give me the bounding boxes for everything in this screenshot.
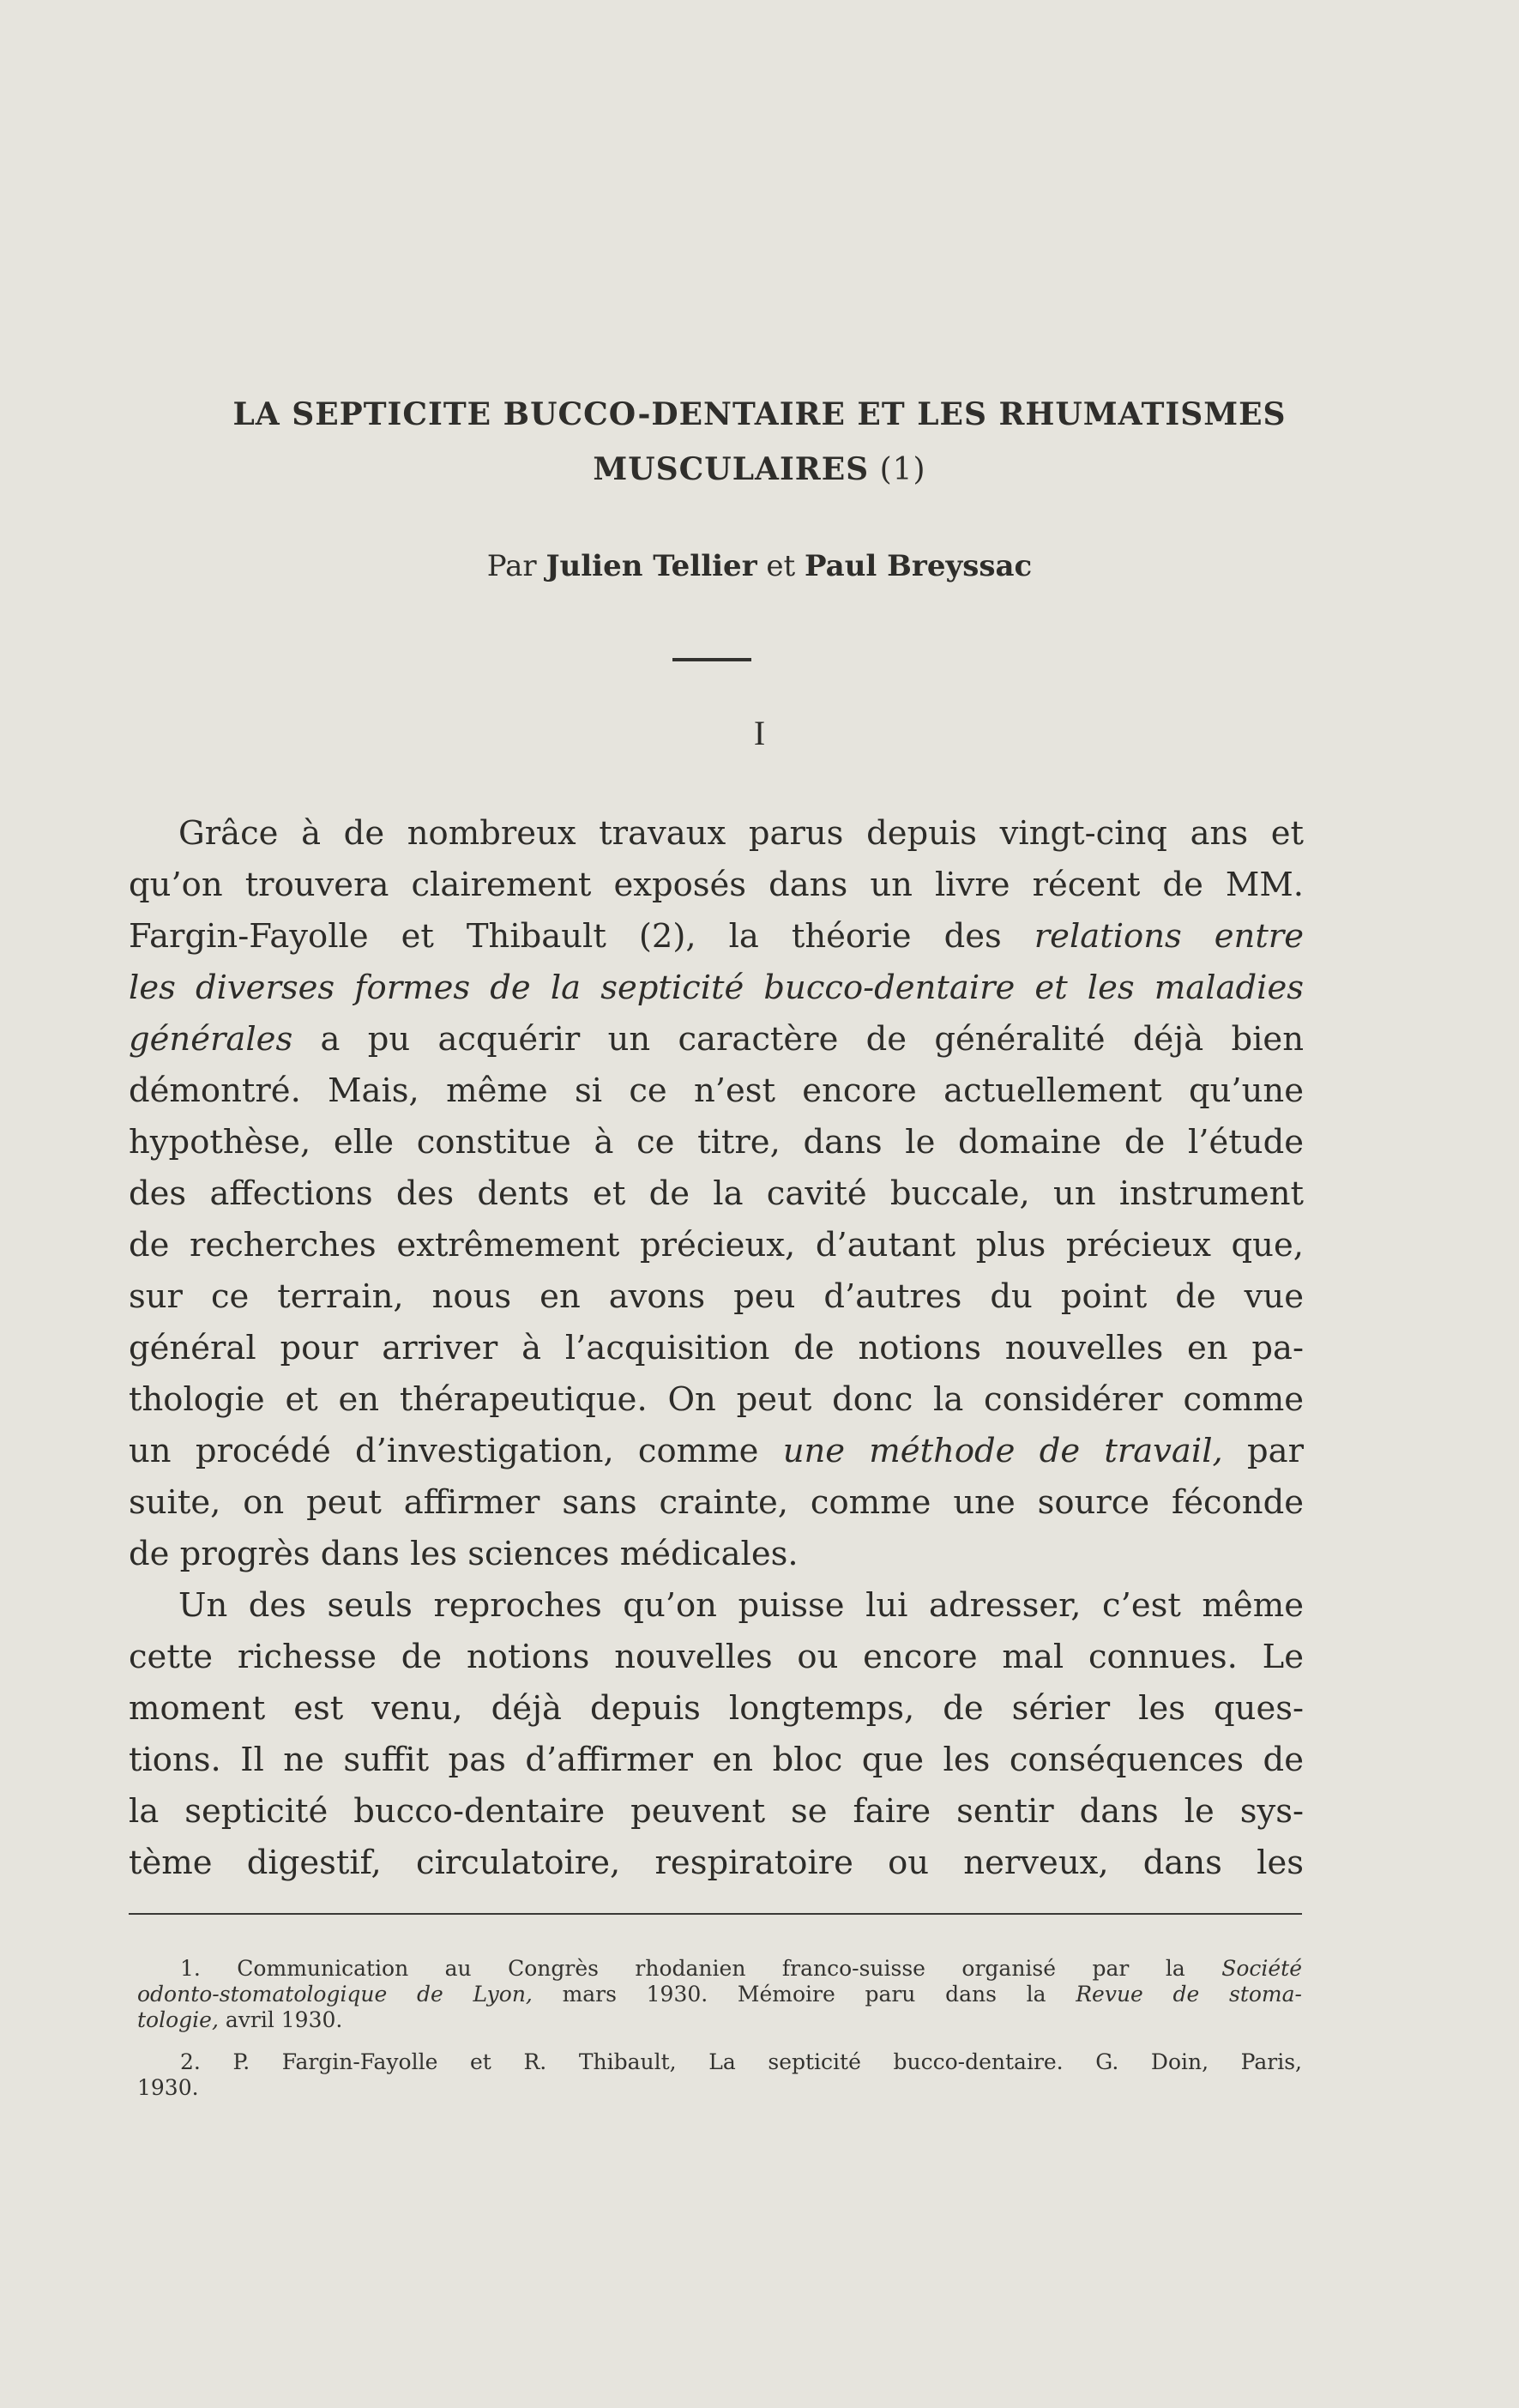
body-line	[129, 1426, 1304, 1477]
body-line	[129, 963, 1304, 1014]
body-line: cette richesse de notions nouvelles ou encore mal connues. Le	[129, 1638, 1304, 1676]
body-line: la septicité bucco-dentaire peuvent se faire sentir dans le sys-	[129, 1792, 1304, 1831]
section-number: I	[753, 714, 766, 752]
body-italic: une méthode de travail,	[782, 1432, 1223, 1470]
article-title-line-1	[0, 396, 1519, 432]
body-line: tème digestif, circulatoire, respiratoire ou nerveux, dans les	[129, 1844, 1304, 1882]
body-italic: relations entre	[1034, 917, 1304, 956]
body-italic: générales	[129, 1020, 293, 1059]
body-line: suite, on peut affirmer sans crainte, comme une source féconde	[129, 1483, 1304, 1522]
footnote-separator-rule	[129, 1913, 1302, 1915]
body-line	[129, 911, 1304, 963]
body-line: qu’on trouvera clairement exposés dans un livre récent de MM.	[129, 866, 1304, 904]
byline-and: et	[756, 549, 805, 583]
body-text: un procédé d’investigation, comme	[129, 1432, 759, 1470]
body-italic: les diverses formes de la septicité bucco-dentaire et les maladies	[129, 969, 1304, 1007]
body-line: de progrès dans les sciences médicales.	[129, 1535, 799, 1573]
body-line: de recherches extrêmement précieux, d’autant plus précieux que,	[129, 1226, 1304, 1264]
body-text: Fargin-Fayolle et Thibault (2), la théorie des	[129, 917, 1002, 956]
byline-prefix: Par	[486, 549, 546, 583]
footnote-text: 1. Communication au Congrès rhodanien franco-suisse organisé par la	[180, 1956, 1185, 1981]
body-line: hypothèse, elle constitue à ce titre, dans le domaine de l’étude	[129, 1123, 1304, 1162]
footnote-line: 2. P. Fargin-Fayolle et R. Thibault, La septicité bucco-dentaire. G. Doin, Paris,	[180, 2049, 1302, 2074]
title-footnote-ref: (1)	[869, 452, 926, 487]
footnote-text: mars 1930. Mémoire paru dans la	[562, 1982, 1046, 2007]
byline	[0, 549, 1519, 583]
footnote-line: 1930.	[137, 2075, 199, 2100]
body-line: général pour arriver à l’acquisition de notions nouvelles en pa-	[129, 1329, 1304, 1367]
footnote-line	[180, 1956, 1302, 1982]
author-1: Julien Tellier	[546, 549, 757, 583]
body-text: a pu acquérir un caractère de généralité déjà bien	[320, 1020, 1304, 1059]
body-line: thologie et en thérapeutique. On peut donc la considérer comme	[129, 1380, 1304, 1419]
footnote-line	[137, 2007, 1302, 2033]
footnote-italic: Société	[1221, 1956, 1303, 1981]
title-text-2: MUSCULAIRES	[593, 451, 870, 487]
article-title-line-2	[0, 451, 1519, 487]
author-2: Paul Breyssac	[805, 549, 1033, 583]
footnote-text: avril 1930.	[225, 2007, 343, 2032]
body-line: moment est venu, déjà depuis longtemps, de sérier les ques-	[129, 1689, 1304, 1728]
body-line: Un des seuls reproches qu’on puisse lui adresser, c’est même	[178, 1586, 1304, 1625]
footnote-italic: tologie,	[137, 2007, 219, 2032]
footnote-italic: Revue de stoma-	[1076, 1982, 1302, 2007]
body-line: tions. Il ne suffit pas d’affirmer en bloc que les conséquences de	[129, 1741, 1304, 1779]
footnote-line	[137, 1982, 1302, 2007]
title-separator-rule	[672, 658, 751, 661]
body-line	[129, 1014, 1304, 1065]
body-text: par	[1246, 1432, 1304, 1470]
body-line: des affections des dents et de la cavité buccale, un instrument	[129, 1174, 1304, 1213]
body-line: démontré. Mais, même si ce n’est encore actuellement qu’une	[129, 1071, 1304, 1110]
title-text-1: LA SEPTICITE BUCCO-DENTAIRE ET LES RHUMATISMES	[232, 396, 1287, 432]
body-line: Grâce à de nombreux travaux parus depuis vingt-cinq ans et	[178, 814, 1304, 853]
footnote-italic: odonto-stomatologique de Lyon,	[137, 1982, 533, 2007]
body-line: sur ce terrain, nous en avons peu d’autres du point de vue	[129, 1277, 1304, 1316]
